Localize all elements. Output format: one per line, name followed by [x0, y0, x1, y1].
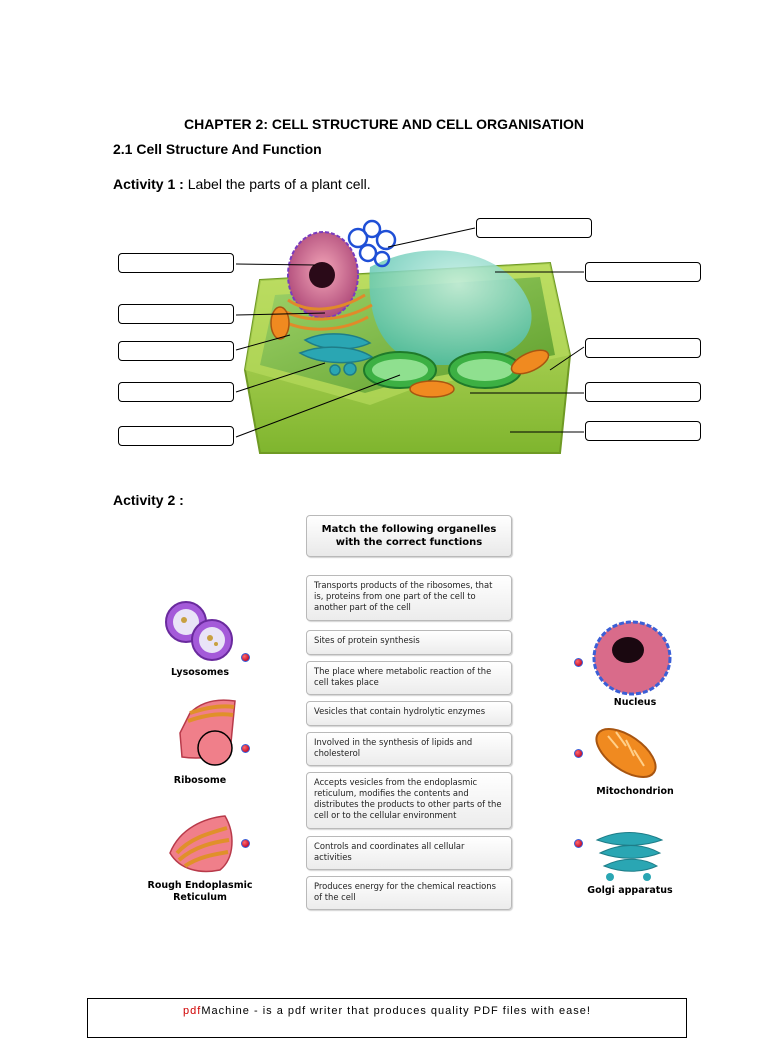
ribosome-marker-dot[interactable]: [241, 744, 250, 753]
label-box-10[interactable]: [585, 421, 701, 441]
pdf-footer: [87, 998, 687, 1038]
activity-2-line: [113, 492, 184, 508]
lysosomes-marker-dot[interactable]: [241, 653, 250, 662]
label-box-4[interactable]: [118, 382, 234, 402]
section-title: 2.1 Cell Structure And Function: [113, 141, 322, 157]
activity-1-label: Activity 1 :: [113, 176, 184, 192]
function-box-3: The place where metabolic reaction of the cell takes place: [306, 661, 512, 695]
nucleus-label: Nucleus: [613, 697, 657, 708]
lysosomes-image: [160, 598, 240, 666]
function-box-2: Sites of protein synthesis: [306, 630, 512, 655]
match-header: [306, 515, 512, 557]
activity-1-text: Label the parts of a plant cell.: [183, 176, 371, 192]
rough-er-image: [165, 808, 240, 876]
ribosome-label: Ribosome: [173, 775, 227, 786]
ribosome-image: [170, 693, 245, 768]
mitochondrion-image: [590, 722, 665, 784]
label-box-2[interactable]: [118, 304, 234, 324]
function-box-5: Involved in the synthesis of lipids and cholesterol: [306, 732, 512, 766]
activity-2-label: Activity 2 :: [113, 492, 184, 508]
mitochondrion-label: Mitochondrion: [596, 786, 674, 797]
function-box-8: Produces energy for the chemical reactions of the cell: [306, 876, 512, 910]
mitochondrion-marker-dot[interactable]: [574, 749, 583, 758]
label-box-3[interactable]: [118, 341, 234, 361]
match-header-line-2: with the correct functions: [335, 537, 483, 548]
function-box-7: Controls and coordinates all cellular activities: [306, 836, 512, 870]
chapter-title: CHAPTER 2: CELL STRUCTURE AND CELL ORGANISATION: [183, 116, 585, 132]
function-box-6: Accepts vesicles from the endoplasmic reticulum, modifies the contents and distributes the products to other parts of the cell or to the cellular environment: [306, 772, 512, 829]
label-box-6[interactable]: [476, 218, 592, 238]
footer-brand: pdf: [183, 1005, 202, 1017]
rough-er-label-line-1: Rough Endoplasmic: [147, 880, 253, 891]
rough-er-marker-dot[interactable]: [241, 839, 250, 848]
nucleus-image: [588, 618, 678, 696]
function-box-1: Transports products of the ribosomes, that is, proteins from one part of the cell to another part of the cell: [306, 575, 512, 621]
nucleus-marker-dot[interactable]: [574, 658, 583, 667]
golgi-apparatus-label: Golgi apparatus: [587, 885, 673, 896]
golgi-marker-dot[interactable]: [574, 839, 583, 848]
label-box-7[interactable]: [585, 262, 701, 282]
footer-text: Machine - is a pdf writer that produces quality PDF files with ease!: [201, 1005, 591, 1017]
label-box-1[interactable]: [118, 253, 234, 273]
function-box-4: Vesicles that contain hydrolytic enzymes: [306, 701, 512, 726]
label-box-9[interactable]: [585, 382, 701, 402]
label-box-5[interactable]: [118, 426, 234, 446]
golgi-apparatus-image: [592, 825, 667, 883]
lysosomes-label: Lysosomes: [171, 667, 229, 678]
activity-1-line: [113, 176, 371, 192]
match-header-line-1: Match the following organelles: [321, 524, 497, 535]
label-box-8[interactable]: [585, 338, 701, 358]
rough-er-label-line-2: Reticulum: [173, 892, 227, 903]
